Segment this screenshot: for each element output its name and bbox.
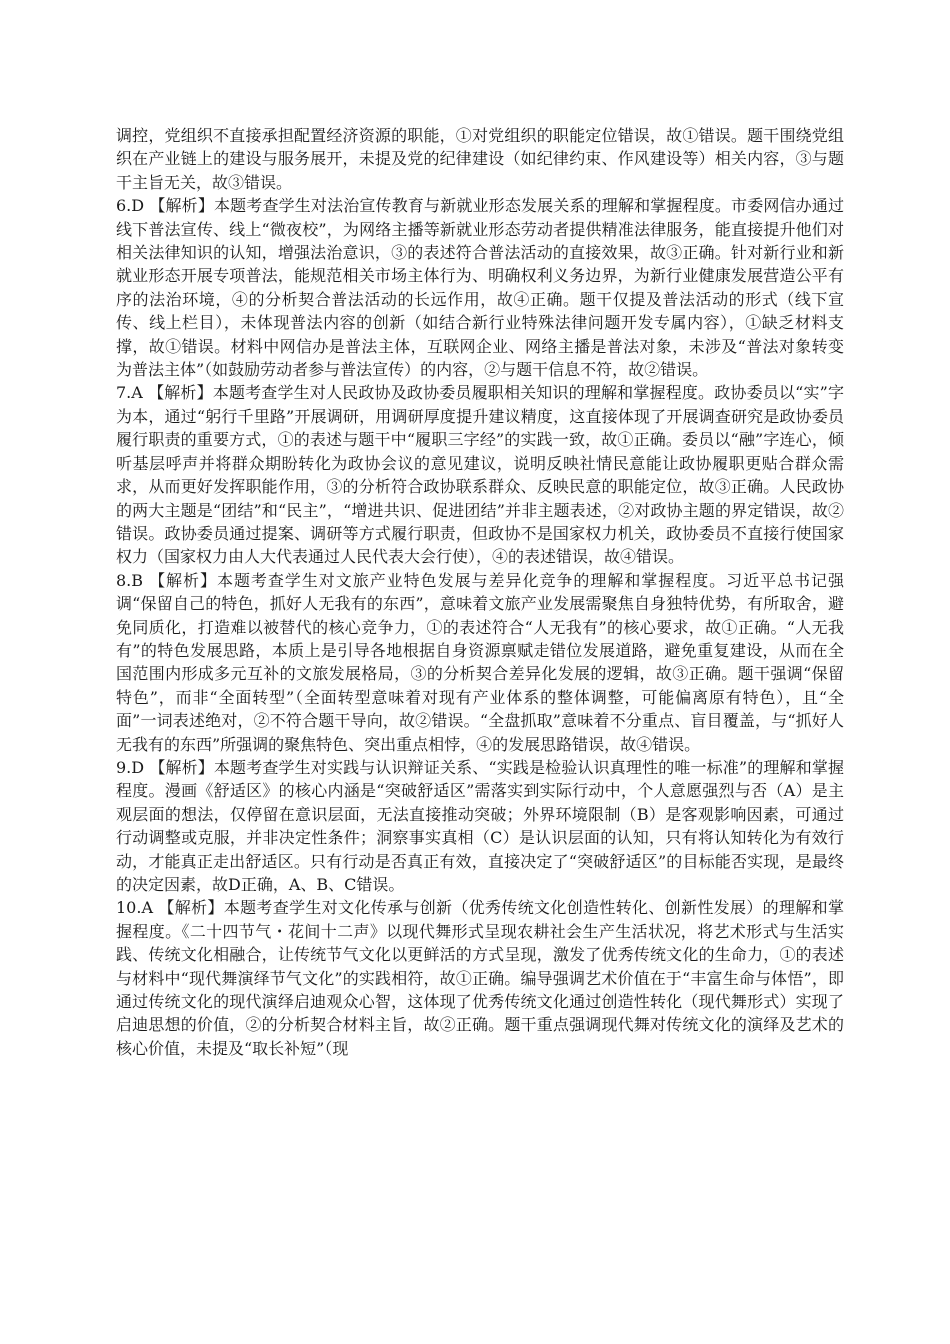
paragraph-q9-explanation: 9.D 【解析】本题考查学生对实践与认识辩证关系、“实践是检验认识真理性的唯一标准”的理解和掌握程度。漫画《舒适区》的核心内涵是“突破舒适区”需落实到实际行动中，个人意愿强烈与否（A）是主观层面的想法，仅停留在意识层面，无法直接推动突破；外界环境限制（B）是客观影响因素，可通过行动调整或克服，并非决定性条件；洞察事实真相（C）是认识层面的认知，只有将认知转化为有效行动，才能真正走出舒适区。只有行动是否真正有效，直接决定了“突破舒适区”的目标能否实现，是最终的决定因素，故D正确，A、B、C错误。 [116, 757, 844, 894]
answer-explanations [116, 124, 844, 1060]
paragraph-q6-explanation: 6.D 【解析】本题考查学生对法治宣传教育与新就业形态发展关系的理解和掌握程度。市委网信办通过线下普法宣传、线上“微夜校”，为网络主播等新就业形态劳动者提供精准法律服务，能直接提升他们对相关法律知识的认知，增强法治意识，③的表述符合普法活动的直接效果，故③正确。针对新行业和新就业形态开展专项普法，能规范相关市场主体行为、明确权利义务边界，为新行业健康发展营造公平有序的法治环境，④的分析契合普法活动的长远作用，故④正确。题干仅提及普法活动的形式（线下宣传、线上栏目），未体现普法内容的创新（如结合新行业特殊法律问题开发专属内容），①缺乏材料支撑，故①错误。材料中网信办是普法主体，互联网企业、网络主播是普法对象，未涉及“普法对象转变为普法主体”（如鼓励劳动者参与普法宣传）的内容，②与题干信息不符，故②错误。 [116, 196, 844, 380]
paragraph-q5-continuation: 调控，党组织不直接承担配置经济资源的职能，①对党组织的职能定位错误，故①错误。题干围绕党组织在产业链上的建设与服务展开，未提及党的纪律建设（如纪律约束、作风建设等）相关内容，③与题干主旨无关，故③错误。 [116, 126, 844, 192]
paragraph-q8-explanation: 8.B 【解析】本题考查学生对文旅产业特色发展与差异化竞争的理解和掌握程度。习近平总书记强调“保留自己的特色，抓好人无我有的东西”，意味着文旅产业发展需聚焦自身独特优势，有所取舍，避免同质化，打造难以被替代的核心竞争力，①的表述符合“人无我有”的核心要求，故①正确。“人无我有”的特色发展思路，本质上是引导各地根据自身资源禀赋走错位发展道路，避免重复建设，从而在全国范围内形成多元互补的文旅发展格局，③的分析契合差异化发展的逻辑，故③正确。题干强调“保留特色”，而非“全面转型”（全面转型意味着对现有产业体系的整体调整，可能偏离原有特色），且“全面”一词表述绝对，②不符合题干导向，故②错误。“全盘抓取”意味着不分重点、盲目覆盖，与“抓好人无我有的东西”所强调的聚焦特色、突出重点相悖，④的发展思路错误，故④错误。 [116, 570, 844, 754]
paragraph-q7-explanation: 7.A 【解析】本题考查学生对人民政协及政协委员履职相关知识的理解和掌握程度。政协委员以“实”字为本，通过“躬行千里路”开展调研，用调研厚度提升建议精度，这直接体现了开展调查研究是政协委员履行职责的重要方式，①的表述与题干中“履职三字经”的实践一致，故①正确。委员以“融”字连心，倾听基层呼声并将群众期盼转化为政协会议的意见建议，说明反映社情民意能让政协履职更贴合群众需求，从而更好发挥职能作用，③的分析符合政协联系群众、反映民意的职能定位，故③正确。人民政协的两大主题是“团结”和“民主”，“增进共识、促进团结”并非主题表述，②对政协主题的界定错误，故②错误。政协委员通过提案、调研等方式履行职责，但政协不是国家权力机关，政协委员不直接行使国家权力（国家权力由人大代表通过人民代表大会行使），④的表述错误，故④错误。 [116, 383, 844, 567]
paragraph-q10-explanation: 10.A 【解析】本题考查学生对文化传承与创新（优秀传统文化创造性转化、创新性发展）的理解和掌握程度。《二十四节气・花间十二声》以现代舞形式呈现农耕社会生产生活状况，将艺术形式与生活实践、传统文化相融合，让传统节气文化以更鲜活的方式呈现，激发了优秀传统文化的生命力，①的表述与材料中“现代舞演绎节气文化”的实践相符，故①正确。编导强调艺术价值在于“丰富生命与体悟”，即通过传统文化的现代演绎启迪观众心智，这体现了优秀传统文化通过创造性转化（现代舞形式）实现了启迪思想的价值，②的分析契合材料主旨，故②正确。题干重点强调现代舞对传统文化的演绎及艺术的核心价值，未提及“取长补短”（现 [116, 898, 844, 1058]
